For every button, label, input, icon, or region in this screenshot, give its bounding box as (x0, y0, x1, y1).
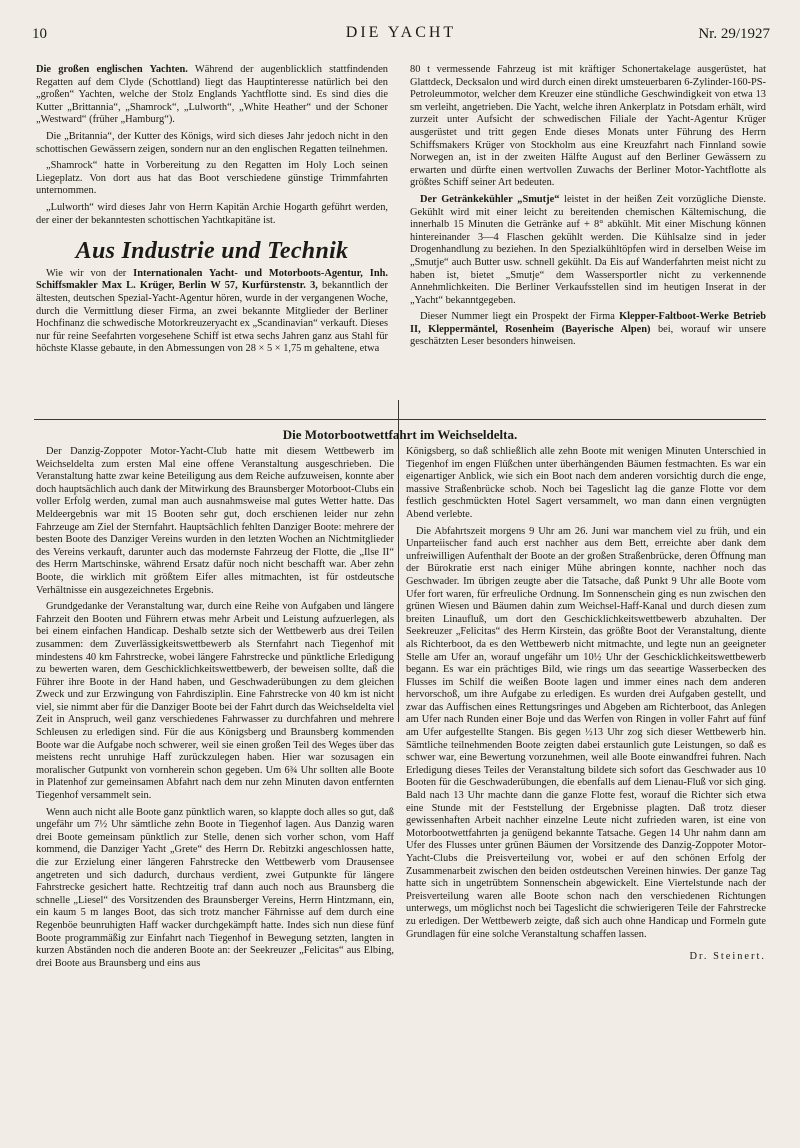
horizontal-divider (34, 419, 766, 420)
paragraph (410, 311, 766, 349)
paragraph-text: Dieser Nummer liegt ein Prospekt der Firma (420, 311, 620, 323)
paragraph-text: Wie wir von der (46, 267, 134, 279)
paragraph (36, 268, 388, 356)
top-left-column (36, 64, 388, 394)
paragraph-lead: Der Getränkekühler „Smutje“ (420, 193, 560, 205)
author-signature: Dr. Steinert. (689, 951, 766, 963)
paragraph-text: bekanntlich der ältesten, deutschen Spezial-Yacht-Agentur hören, wurde in der vergangenen Woche, durch die Vermittlung dieser Firma, an zwei bekannte Mitglieder der Berliner Hochfinanz die schwedische Motorkreuzeryacht ex „Scandinavian“ verkauft. Dieses nur für reine Seefahrten vorgesehene Schiff ist etwa sechs Jahren ganz aus Stahl für höchste Klasse gebaute, in den Abmessungen von 28 × 5 × 1,75 m gehaltene, etwa (36, 280, 388, 355)
column-divider (398, 400, 399, 722)
article-right-column (406, 446, 766, 1126)
paragraph: „Lulworth“ wird dieses Jahr von Herrn Kapitän Archie Hogarth geführt werden, der einer der bekanntesten schottischen Yachtkapitäne ist. (36, 201, 388, 226)
section-heading: Aus Industrie und Technik (75, 238, 349, 265)
company-name: Internationalen Yacht- und Motorboots-Agentur, Inh. Schiffsmakler Max L. Krüger, Berlin W 57, Kurfürstenstr. 3, (36, 267, 388, 292)
paragraph: „Shamrock“ hatte in Vorbereitung zu den Regatten im Holy Loch seinen Liegeplatz. Von dort aus hat das Boot verschiedene günstige Trimmfahrten unternommen. (36, 160, 388, 197)
publication-title: DIE YACHT (345, 24, 457, 41)
paragraph: 80 t vermessende Fahrzeug ist mit kräftiger Schonertakelage ausgerüstet, hat Glattdeck, Decksalon und wird durch einen direkt umsteuerbaren 6-Zylinder-160-PS-Petroleummotor, welcher dem Kreuzer eine stündliche Geschwindigkeit von etwa 13 sm verleiht, angetrieben. Die Yacht, welche ihren Ankerplatz in Potsdam erhält, wird zurzeit unter Aufsicht der schwedischen Filiale der Yacht-Agentur Krüger ausgerüstet und tritt gegen Ende dieses Monats unter Führung des Herrn Schiffsmakers Krüger von Stockholm aus eine Kreuzfahrt nach Finnland sowie Norwegen an, ist in der zweiten Hälfte August auf den Berliner Gewässern zu erwarten und dürfte einen wertvollen Zuwachs der Berliner Motor-Yachtflotte als größtes Schiff seiner Art bedeuten. (410, 64, 766, 189)
paragraph: Wenn auch nicht alle Boote ganz pünktlich waren, so klappte doch alles so gut, daß ungefähr um 7½ Uhr sämtliche zehn Boote in Tiegenhof lagen. Aus Danzig waren drei Boote gemeinsam pünktlich zur Stelle, denen sich vorher schon, vom Haff kommend, die Danziger Yacht „Grete“ des Herrn Dr. Rebitzki angeschlossen hatte, die zur Erzielung einer längeren Fahrstrecke den Wettbewerb vom Drausensee angetreten und sich dadurch, durchaus verdient, zwei Gutpunkte für längere Fahrstrecke gesichert hatte. Rechtzeitig traf dann auch noch aus Braunsberg die schnelle „Liesel“ des Vorsitzenden des Braunsberger Vereins, Herrn Hintzmann, ein, ein kaum 5 m langes Boot, das sich trotz mancher Fährnisse auf dem durch eine Regenböe beunruhigten Haff wacker durchgekämpft hatte. Indes sich nun diese fünf Boote programmäßig zur Einfahrt nach Tiegenhof in Bewegung setzten, langten in kurzen Abständen noch die anderen Boote an: der Seekreuzer „Felicitas“ aus Elbing, drei Boote aus Braunsberg und eins aus (36, 806, 394, 969)
paragraph-text: Während der augenblicklich stattfindenden Regatten auf dem Clyde (Schottland) liegt das Hauptinteresse natürlich bei den „großen“ Yachten, welche der Stolz Englands Yachtflotte sind. Es sind dies die Kutter „Brittannia“, „Shamrock“, „Lulworth“, „White Heather“ und der Schoner „Westward“ (früher „Hamburg“). (36, 64, 388, 126)
paragraph: Grundgedanke der Veranstaltung war, durch eine Reihe von Aufgaben und längere Fahrzeit den Booten und Führern etwas mehr Arbeit und Leistung aufzuerlegen, als bei einem einfachen Handicap. Deshalb setzte sich der Wettbewerb aus drei Teilen zusammen: dem Zuverlässigkeitswettbewerb als Sternfahrt nach Tiegenhof mit mindestens 40 km Fahrstrecke, wobei längere Fahrstrecke und pünktliche Erledigung zu bewerten waren, dem Geschicklichkeitswettbewerb, der beweisen sollte, daß die Führer ihre Boote in der Hand haben, und Geschwaderübungen zu dem gleichen Zweck und zur Erzwingung von Fahrdisziplin. Eine Fahrstrecke von 40 km ist nicht viel, sie nimmt aber für die Danziger Boote bei der Fahrt durch das Weichseldelta viel Zeit in Anspruch, weil ganz verschiedenes Fahrwasser zu durchfahren und mehrere Schleusen zu erledigen sind. Für die aus Königsberg und Braunsberg kommenden Boote war die Aufgabe noch schwerer, weil sie einen großen Teil des Weges über das meistens recht unruhige Haff zurückzulegen haben. Hier war sozusagen ein moralischer Gutpunkt von vornherein schon gegeben. Um 6¾ Uhr sollten alle Boote in Platenhof zur gemeinsamen Abfahrt nach dem nur zehn Minuten davon entfernten Tiegenhof versammelt sein. (36, 601, 394, 802)
paragraph: Die „Britannia“, der Kutter des Königs, wird sich dieses Jahr jedoch nicht in den schottischen Gewässern zeigen, sondern nur an den englischen Regatten teilnehmen. (36, 130, 388, 155)
paragraph: Die Abfahrtszeit morgens 9 Uhr am 26. Juni war manchem viel zu früh, und ein Unparteiischer fand auch erst nachher aus dem Bett, erreichte aber dank dem unfreiwilligen Aufenthalt der Boote an der großen Straßenbrücke, deren Öffnung man der Bürokratie erst nach einiger Mühe abringen konnte, nachher noch das Geschwader. Im übrigen zeugte aber die Tatsache, daß Punkt 9 Uhr alle Boote vom Ufer fort waren, für erfreuliche Ordnung. Im Sonnenschein ging es nun zwischen den grünen Wiesen und Bäumen dahin zum Weichsel-Haff-Kanal und durch diesen zum breiten Linaufluß, um dort den Geschicklichkeitswettbewerb abzuhalten. Der Seekreuzer „Felicitas“ des Herrn Kirstein, das größte Boot der Veranstaltung, diente als Richterboot, da es den Wettbewerb nicht mitmachte, und legte nun an geeigneter Stelle am Ufer an, worauf ungefähr um 10½ Uhr der Geschicklichkeitswettbewerb begann. Es war ein prächtiges Bild, wie rings um das seeartige Wasserbecken des Flusses im Schilf die weißen Boote lagen und immer eines nach dem anderen hervorschoß, um ihre Aufgabe zu erledigen. Es wurden drei Aufgaben gestellt, und zwar das Auffischen eines Rettungsringes und Abgeben am Richterboot, das Anlegen am Ufer nach Runden einer Boje und das Werfen von Ringen in voller Fahrt auf fünf am Ufer aufgestellte Stangen. Bis gegen ½13 Uhr zog sich dieser Wettbewerb hin. Sämtliche teilnehmenden Boote zeigten dabei erstaunlich gute Leistungen, so daß es schwer war, eine Bewertung vorzunehmen, weil alle Boote einwandfrei fuhren. Nach Erledigung dieses Teiles der Veranstaltung bildete sich sofort das Geschwader aus 10 Booten für die Geschwaderübungen, die ebenfalls auf dem Lienau-Fluß vor sich ging. Bald nach 13 Uhr machte dann die ganze Flotte fest, worauf die Richter sich etwa eine Stunde mit der Feststellung der Ergebnisse plagten. Daß trotz dieser gewissenhaften Arbeit nachher einzelne Leute nicht zufrieden waren, ist eine von Motorbootwettfahrten ja genügend bekannte Tatsache. Gegen 14 Uhr nahm dann am Ufer des Flusses unter grünen Bäumen der Vorsitzende des Danzig-Zoppoter Motor-Yacht-Clubs die Preisverteilung vor, wobei er auf den schönen Erfolg der Zusammenarbeit zwischen den beiden ostdeutschen Vereinen hinwies. Der ganze Tag hatte sich in ungetrübtem Sonnenschein abgewickelt. Eine Viertelstunde nach der Preisverteilung waren alle Boote schon nach den verschiedenen Richtungen unterwegs, um möglichst noch bei Tageslicht die schwierigeren Teile der Fahrstrecke zu erledigen. Der Wettbewerb zeigte, daß sich auch ohne Handicap und Formeln gute Grundlagen für eine solche Veranstaltung schaffen lassen. (406, 525, 766, 940)
paragraph (36, 64, 388, 127)
article-title: Die Motorbootwettfahrt im Weichseldelta. (282, 427, 518, 442)
page-header (32, 24, 770, 46)
paragraph: Königsberg, so daß schließlich alle zehn Boote mit wenigen Minuten Unterschied in Tiegenhof im engen Flüßchen unter überhängenden Bäumen festmachten. Es war ein eigenartiger Anblick, wie sich ein Boot nach dem anderen vorsichtig durch die enge, massive Straßenbrücke schob. Noch bei Tageslicht lag die ganze Flotte vor dem festlich geschmückten Hotel Sagert versammelt, wo man dann einen vergnügten Abend verlebte. (406, 446, 766, 520)
paragraph-text: leistet in der heißen Zeit vorzügliche Dienste. Gekühlt wird mit einer leicht zu bereitenden chemischen Kältemischung, die innerhalb 15 Minuten die Getränke auf + 8° abkühlt. Mit einer Mischung können hintereinander 3—4 Flaschen gekühlt werden. Die Kühlsalze sind in jeder Drogenhandlung zu beziehen. In den Spezialkühltöpfen wird in derselben Weise im „Smutje“ auch Butter usw. schnell gekühlt. Da Eis auf Wanderfahrten meist nicht zu haben ist, bietet „Smutje“ dem Wassersportler nicht zu verkennende Annehmlichkeiten. Die Berliner Verkaufsstellen sind im heutigen Inserat in der „Yacht“ bekanntgegeben. (410, 193, 766, 306)
paragraph-text: bei, worauf wir unsere geschätzten Leser besonders hinweisen. (410, 323, 766, 348)
page-number: 10 (32, 26, 47, 42)
paragraph-lead: Die großen englischen Yachten. (36, 64, 188, 75)
article-left-column (36, 446, 394, 1126)
paragraph (410, 194, 766, 307)
paragraph: Der Danzig-Zoppoter Motor-Yacht-Club hatte mit diesem Wettbewerb im Weichseldelta zum ersten Mal eine offene Veranstaltung ausgeschrieben. Die Veranstaltung hatte zwar keine Beteiligung aus dem Reiche aufzuweisen, konnte aber doch hauptsächlich auch dank der Mitwirkung des Braunsberger Motorboot-Clubs ein voller Erfolg werden, zumal man auch ausnahmsweise mal gutes Wetter hatte. Das Meldeergebnis war mit 15 Booten sehr gut, doch erschienen leider nur zehn Fahrzeuge am Ziel der Sternfahrt. Hauptsächlich fehlten Danziger Boote: mehrere der besten Boote des Danziger Vereins wurden in den letzten Wochen an Nichtmitglieder des Vereins verkauft, darunter auch das modernste Fahrzeug der Flotte, die „Ilse II“ des Herrn Martschinske, während Ersatz dafür noch nicht beschafft war. Aber zehn Boote, die wirklich mit größtem Eifer alles mitmachten, ist für ostdeutsche Verhältnisse ein ausgezeichnetes Ergebnis. (36, 446, 394, 596)
top-right-column (410, 64, 766, 394)
company-name: Klepper-Faltboot-Werke Betrieb II, Kleppermäntel, Rosenheim (Bayerische Alpen) (410, 311, 766, 335)
issue-number: Nr. 29/1927 (698, 26, 770, 42)
